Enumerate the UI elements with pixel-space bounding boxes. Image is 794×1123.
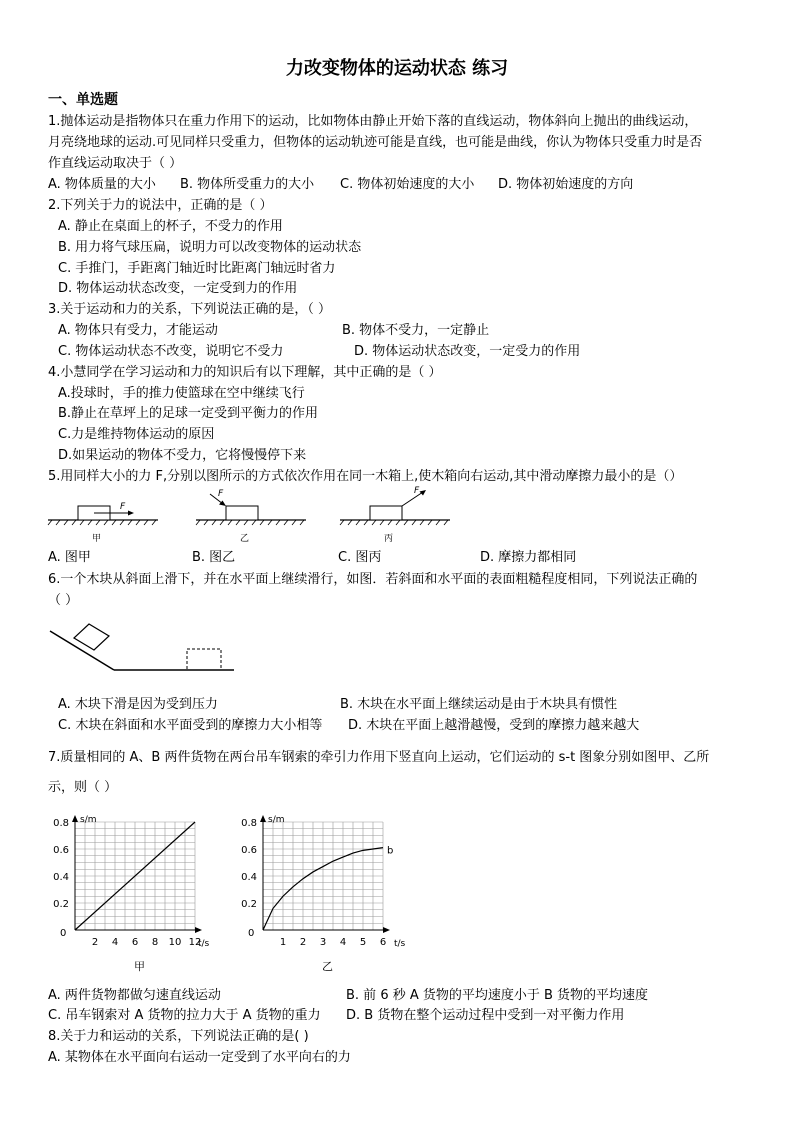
q1-option-c[interactable]: C. 物体初始速度的大小 [340, 177, 475, 192]
chart-yi-xtick-label: 1 [279, 937, 287, 948]
chart-yi-ylabel: s/m [268, 815, 285, 825]
q7-option-a[interactable]: A. 两件货物都做匀速直线运动 [48, 988, 221, 1003]
q2-option-a[interactable]: A. 静止在桌面上的杯子，不受力的作用 [58, 219, 283, 234]
q1-stem-line-3: 作直线运动取决于（ ） [48, 156, 183, 171]
chart-jia-xtick-label: 8 [151, 937, 159, 948]
chart-jia-xtick-label: 4 [111, 937, 119, 948]
q2-stem: 2.下列关于力的说法中，正确的是（ ） [48, 198, 273, 213]
q6-option-d[interactable]: D. 木块在平面上越滑越慢，受到的摩擦力越来越大 [348, 718, 640, 733]
q1-stem-line-1: 1.抛体运动是指物体只在重力作用下的运动，比如物体由静止开始下落的直线运动，物体斜向上抛出的曲线运动， [48, 114, 698, 129]
chart-jia-xtick-label: 2 [91, 937, 99, 948]
q3-stem: 3.关于运动和力的关系，下列说法正确的是，（ ） [48, 302, 332, 317]
chart-jia-ytick-label: 0.6 [53, 845, 69, 856]
chart-jia-xtick-label: 6 [131, 937, 139, 948]
q5-option-b[interactable]: B. 图乙 [192, 550, 236, 565]
q5-figure-bing [340, 486, 450, 545]
chart-yi-ytick-label: 0.8 [241, 818, 257, 829]
q2-option-d[interactable]: D. 物体运动状态改变，一定受到力的作用 [58, 281, 298, 296]
q8-stem: 8.关于力和运动的关系，下列说法正确的是( ) [48, 1029, 309, 1044]
chart-jia-ylabel: s/m [80, 815, 97, 825]
chart-jia-xtick-label: 10 [168, 937, 182, 948]
chart-yi-title: 乙 [322, 960, 333, 973]
q4-option-a[interactable]: A.投球时，手的推力使篮球在空中继续飞行 [58, 386, 305, 401]
q5-figure-label-bing: 丙 [384, 534, 394, 544]
q3-option-b[interactable]: B. 物体不受力，一定静止 [342, 323, 490, 338]
q5-option-c[interactable]: C. 图丙 [338, 550, 382, 565]
chart-yi-xlabel: t/s [394, 939, 406, 949]
page-title: 力改变物体的运动状态 练习 [285, 58, 509, 79]
q3-option-c[interactable]: C. 物体运动状态不改变，说明它不受力 [58, 344, 284, 359]
q3-option-d[interactable]: D. 物体运动状态改变，一定受力的作用 [354, 344, 581, 359]
chart-yi-ytick-label: 0.6 [241, 845, 257, 856]
q4-stem: 4.小慧同学在学习运动和力的知识后有以下理解，其中正确的是（ ） [48, 365, 442, 380]
chart-yi-series-label: b [387, 845, 394, 857]
section-heading: 一、单选题 [48, 92, 118, 108]
q5-option-a[interactable]: A. 图甲 [48, 550, 91, 565]
q7-option-c[interactable]: C. 吊车钢索对 A 货物的拉力大于 A 货物的重力 [48, 1008, 321, 1023]
chart-yi-origin: 0 [248, 928, 255, 939]
chart-jia-title: 甲 [134, 960, 145, 973]
q6-option-c[interactable]: C. 木块在斜面和水平面受到的摩擦力大小相等 [58, 718, 323, 733]
chart-yi-xtick-label: 6 [379, 937, 387, 948]
q8-option-a[interactable]: A. 某物体在水平面向右运动一定受到了水平向右的力 [48, 1050, 351, 1065]
q3-option-a[interactable]: A. 物体只有受力，才能运动 [58, 323, 218, 338]
chart-yi-ytick-label: 0.2 [241, 899, 257, 910]
q5-figure-label-jia: 甲 [92, 534, 102, 544]
q7-chart-yi [228, 812, 428, 977]
q7-option-d[interactable]: D. B 货物在整个运动过程中受到一对平衡力作用 [346, 1008, 625, 1023]
q1-option-d[interactable]: D. 物体初始速度的方向 [498, 177, 634, 192]
q7-stem-line-2: 示，则（ ） [48, 780, 118, 795]
q6-option-a[interactable]: A. 木块下滑是因为受到压力 [58, 697, 218, 712]
chart-jia-xlabel: t/s [198, 939, 210, 949]
q1-option-b[interactable]: B. 物体所受重力的大小 [180, 177, 315, 192]
q2-option-c[interactable]: C. 手推门，手距离门轴近时比距离门轴远时省力 [58, 261, 336, 276]
q5-force-label-jia: F [120, 502, 126, 512]
q7-option-b[interactable]: B. 前 6 秒 A 货物的平均速度小于 B 货物的平均速度 [346, 988, 649, 1003]
q1-stem-line-2: 月亮绕地球的运动.可见同样只受重力，但物体的运动轨迹可能是直线，也可能是曲线，你认为物体只受重力时是否 [48, 135, 703, 150]
q4-option-c[interactable]: C.力是维持物体运动的原因 [58, 427, 215, 442]
q5-stem: 5.用同样大小的力 F,分别以图所示的方式依次作用在同一木箱上,使木箱向右运动,其中滑动摩擦力最小的是（） [48, 469, 683, 484]
q1-option-a[interactable]: A. 物体质量的大小 [48, 177, 156, 192]
q6-stem-line-2: （ ） [48, 593, 79, 608]
q4-option-d[interactable]: D.如果运动的物体不受力，它将慢慢停下来 [58, 448, 307, 463]
chart-jia-ytick-label: 0.2 [53, 899, 69, 910]
chart-jia-ytick-label: 0.8 [53, 818, 69, 829]
q5-figure-yi [196, 490, 306, 545]
q2-option-b[interactable]: B. 用力将气球压扁，说明力可以改变物体的运动状态 [58, 240, 362, 255]
q6-option-b[interactable]: B. 木块在水平面上继续运动是由于木块具有惯性 [340, 697, 618, 712]
q5-figure-label-yi: 乙 [240, 534, 250, 544]
chart-yi-ytick-label: 0.4 [241, 872, 257, 883]
chart-jia-xtick-label: 12 [188, 937, 202, 948]
chart-jia-ytick-label: 0.4 [53, 872, 69, 883]
chart-yi-xtick-label: 2 [299, 937, 307, 948]
q5-force-label-yi: F [218, 489, 224, 499]
q5-force-label-bing: F [414, 486, 420, 496]
q6-incline-figure [48, 615, 238, 675]
chart-yi-xtick-label: 5 [359, 937, 367, 948]
chart-jia-origin: 0 [60, 928, 67, 939]
q4-option-b[interactable]: B.静止在草坪上的足球一定受到平衡力的作用 [58, 406, 319, 421]
chart-yi-xtick-label: 4 [339, 937, 347, 948]
q7-stem-line-1: 7.质量相同的 A、B 两件货物在两台吊车钢索的牵引力作用下竖直向上运动，它们运动的 s-t 图象分别如图甲、乙所 [48, 750, 710, 765]
q7-chart-jia [40, 812, 240, 977]
q5-option-d[interactable]: D. 摩擦力都相同 [480, 550, 577, 565]
chart-yi-xtick-label: 3 [319, 937, 327, 948]
q6-stem-line-1: 6.一个木块从斜面上滑下，并在水平面上继续滑行，如图．若斜面和水平面的表面粗糙程度相同，下列说法正确的 [48, 572, 698, 587]
q5-figure-jia [48, 490, 158, 545]
